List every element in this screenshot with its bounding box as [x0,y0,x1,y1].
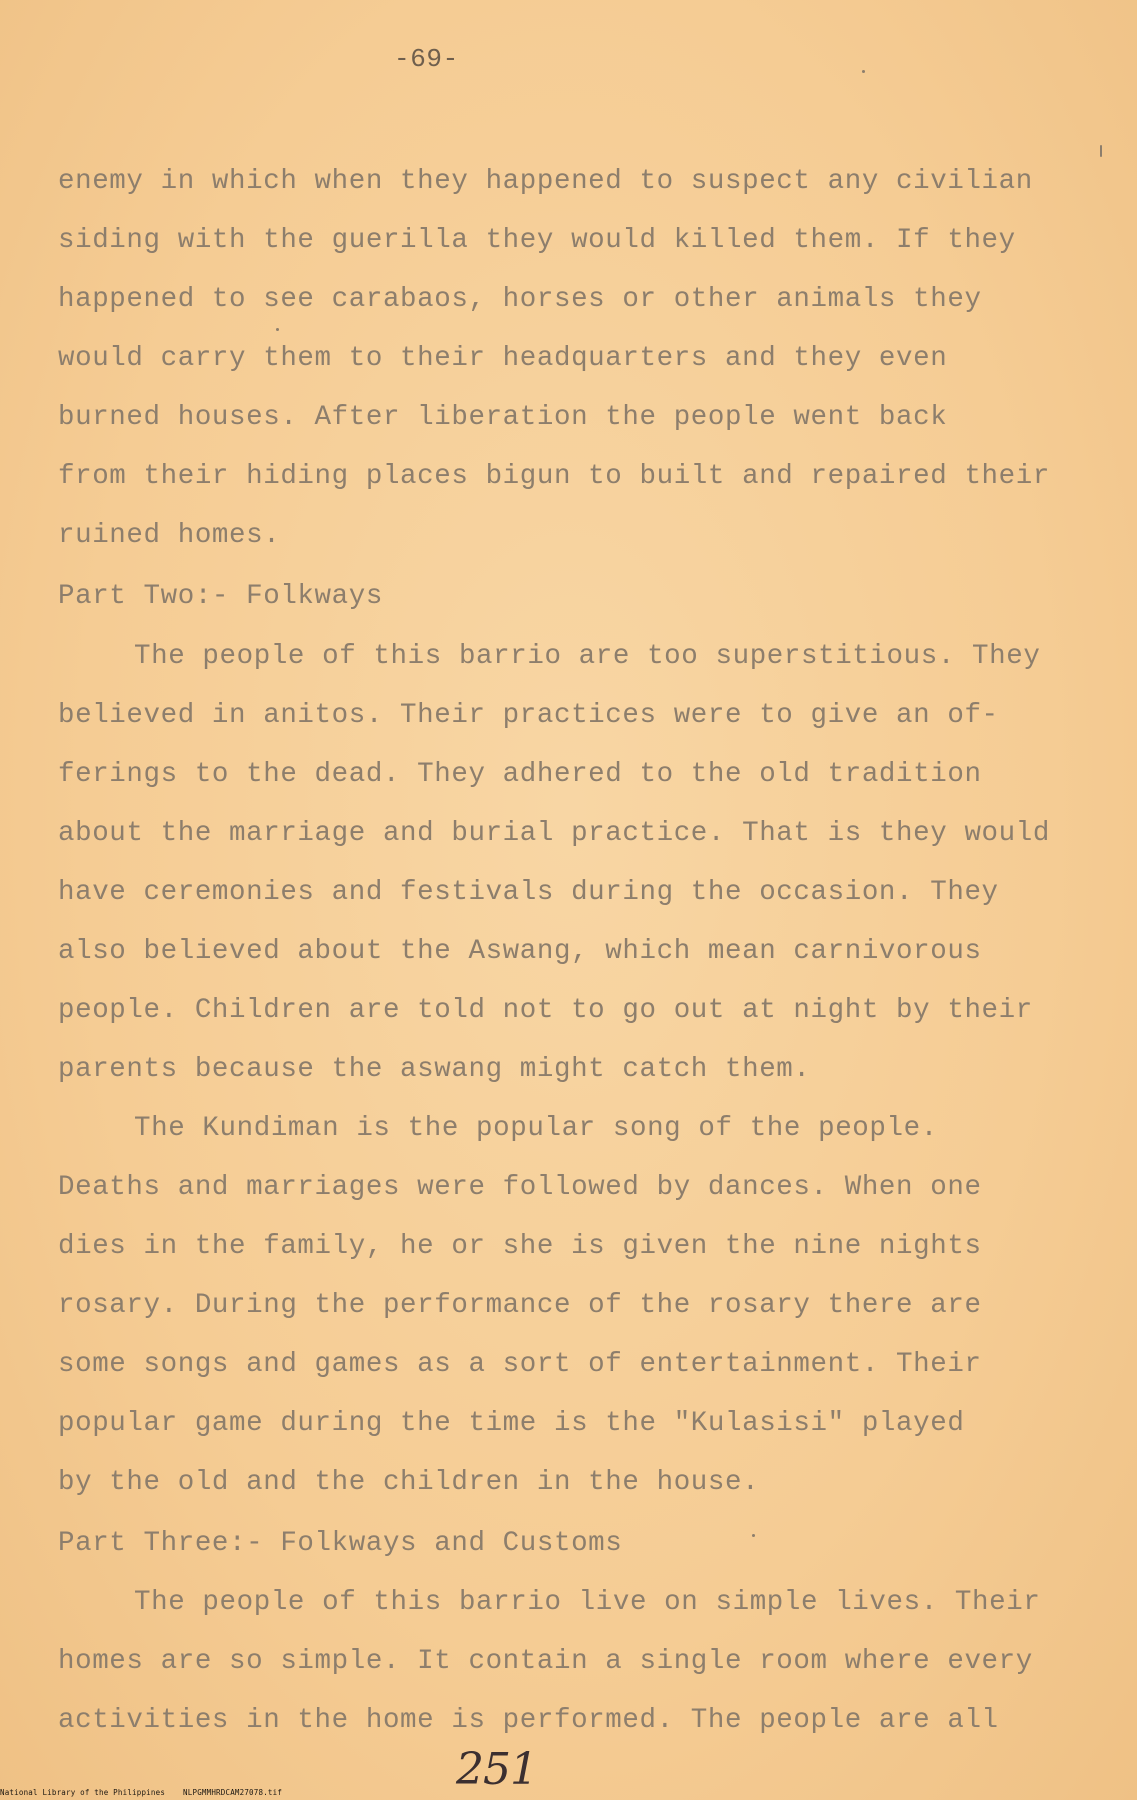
text-line: people. Children are told not to go out at night by their [58,995,1033,1026]
text-line: The people of this barrio live on simple lives. Their [134,1587,1041,1618]
section-heading-part-three: Part Three:- Folkways and Customs [58,1528,623,1559]
text-line: burned houses. After liberation the people went back [58,402,948,433]
text-line: parents because the aswang might catch them. [58,1054,811,1085]
text-line: happened to see carabaos, horses or other animals they [58,284,982,315]
text-line: some songs and games as a sort of entertainment. Their [58,1349,982,1380]
paper-mark [1100,145,1102,157]
paper-speck [862,70,865,73]
section-heading-part-two: Part Two:- Folkways [58,581,383,612]
text-line: Deaths and marriages were followed by dances. When one [58,1172,982,1203]
text-line: homes are so simple. It contain a single room where every [58,1646,1033,1677]
text-line: siding with the guerilla they would killed them. If they [58,225,1016,256]
text-line: about the marriage and burial practice. That is they would [58,818,1050,849]
footer-filename: NLPGMMHRDCAM27078.tif [183,1788,283,1797]
handwritten-page-number: 251 [456,1744,537,1795]
page-number: -69- [394,44,459,74]
text-line: from their hiding places bigun to built and repaired their [58,461,1050,492]
text-line: would carry them to their headquarters and they even [58,343,948,374]
text-line: by the old and the children in the house. [58,1467,760,1498]
text-line: believed in anitos. Their practices were to give an of- [58,700,999,731]
text-line: ruined homes. [58,520,281,551]
text-line: dies in the family, he or she is given the nine nights [58,1231,982,1262]
text-line: The Kundiman is the popular song of the people. [134,1113,938,1144]
paper-speck [752,1534,755,1537]
footer-library: National Library of the Philippines [0,1788,166,1797]
text-line: The people of this barrio are too superstitious. They [134,641,1041,672]
text-line: ferings to the dead. They adhered to the old tradition [58,759,982,790]
text-line: popular game during the time is the "Kulasisi" played [58,1408,965,1439]
text-line: rosary. During the performance of the rosary there are [58,1290,982,1321]
text-line: have ceremonies and festivals during the occasion. They [58,877,999,908]
text-line: enemy in which when they happened to suspect any civilian [58,166,1033,197]
text-line: also believed about the Aswang, which mean carnivorous [58,936,982,967]
scan-footer [0,1789,282,1797]
paper-speck [276,328,279,331]
text-line: activities in the home is performed. The people are all [58,1705,999,1736]
